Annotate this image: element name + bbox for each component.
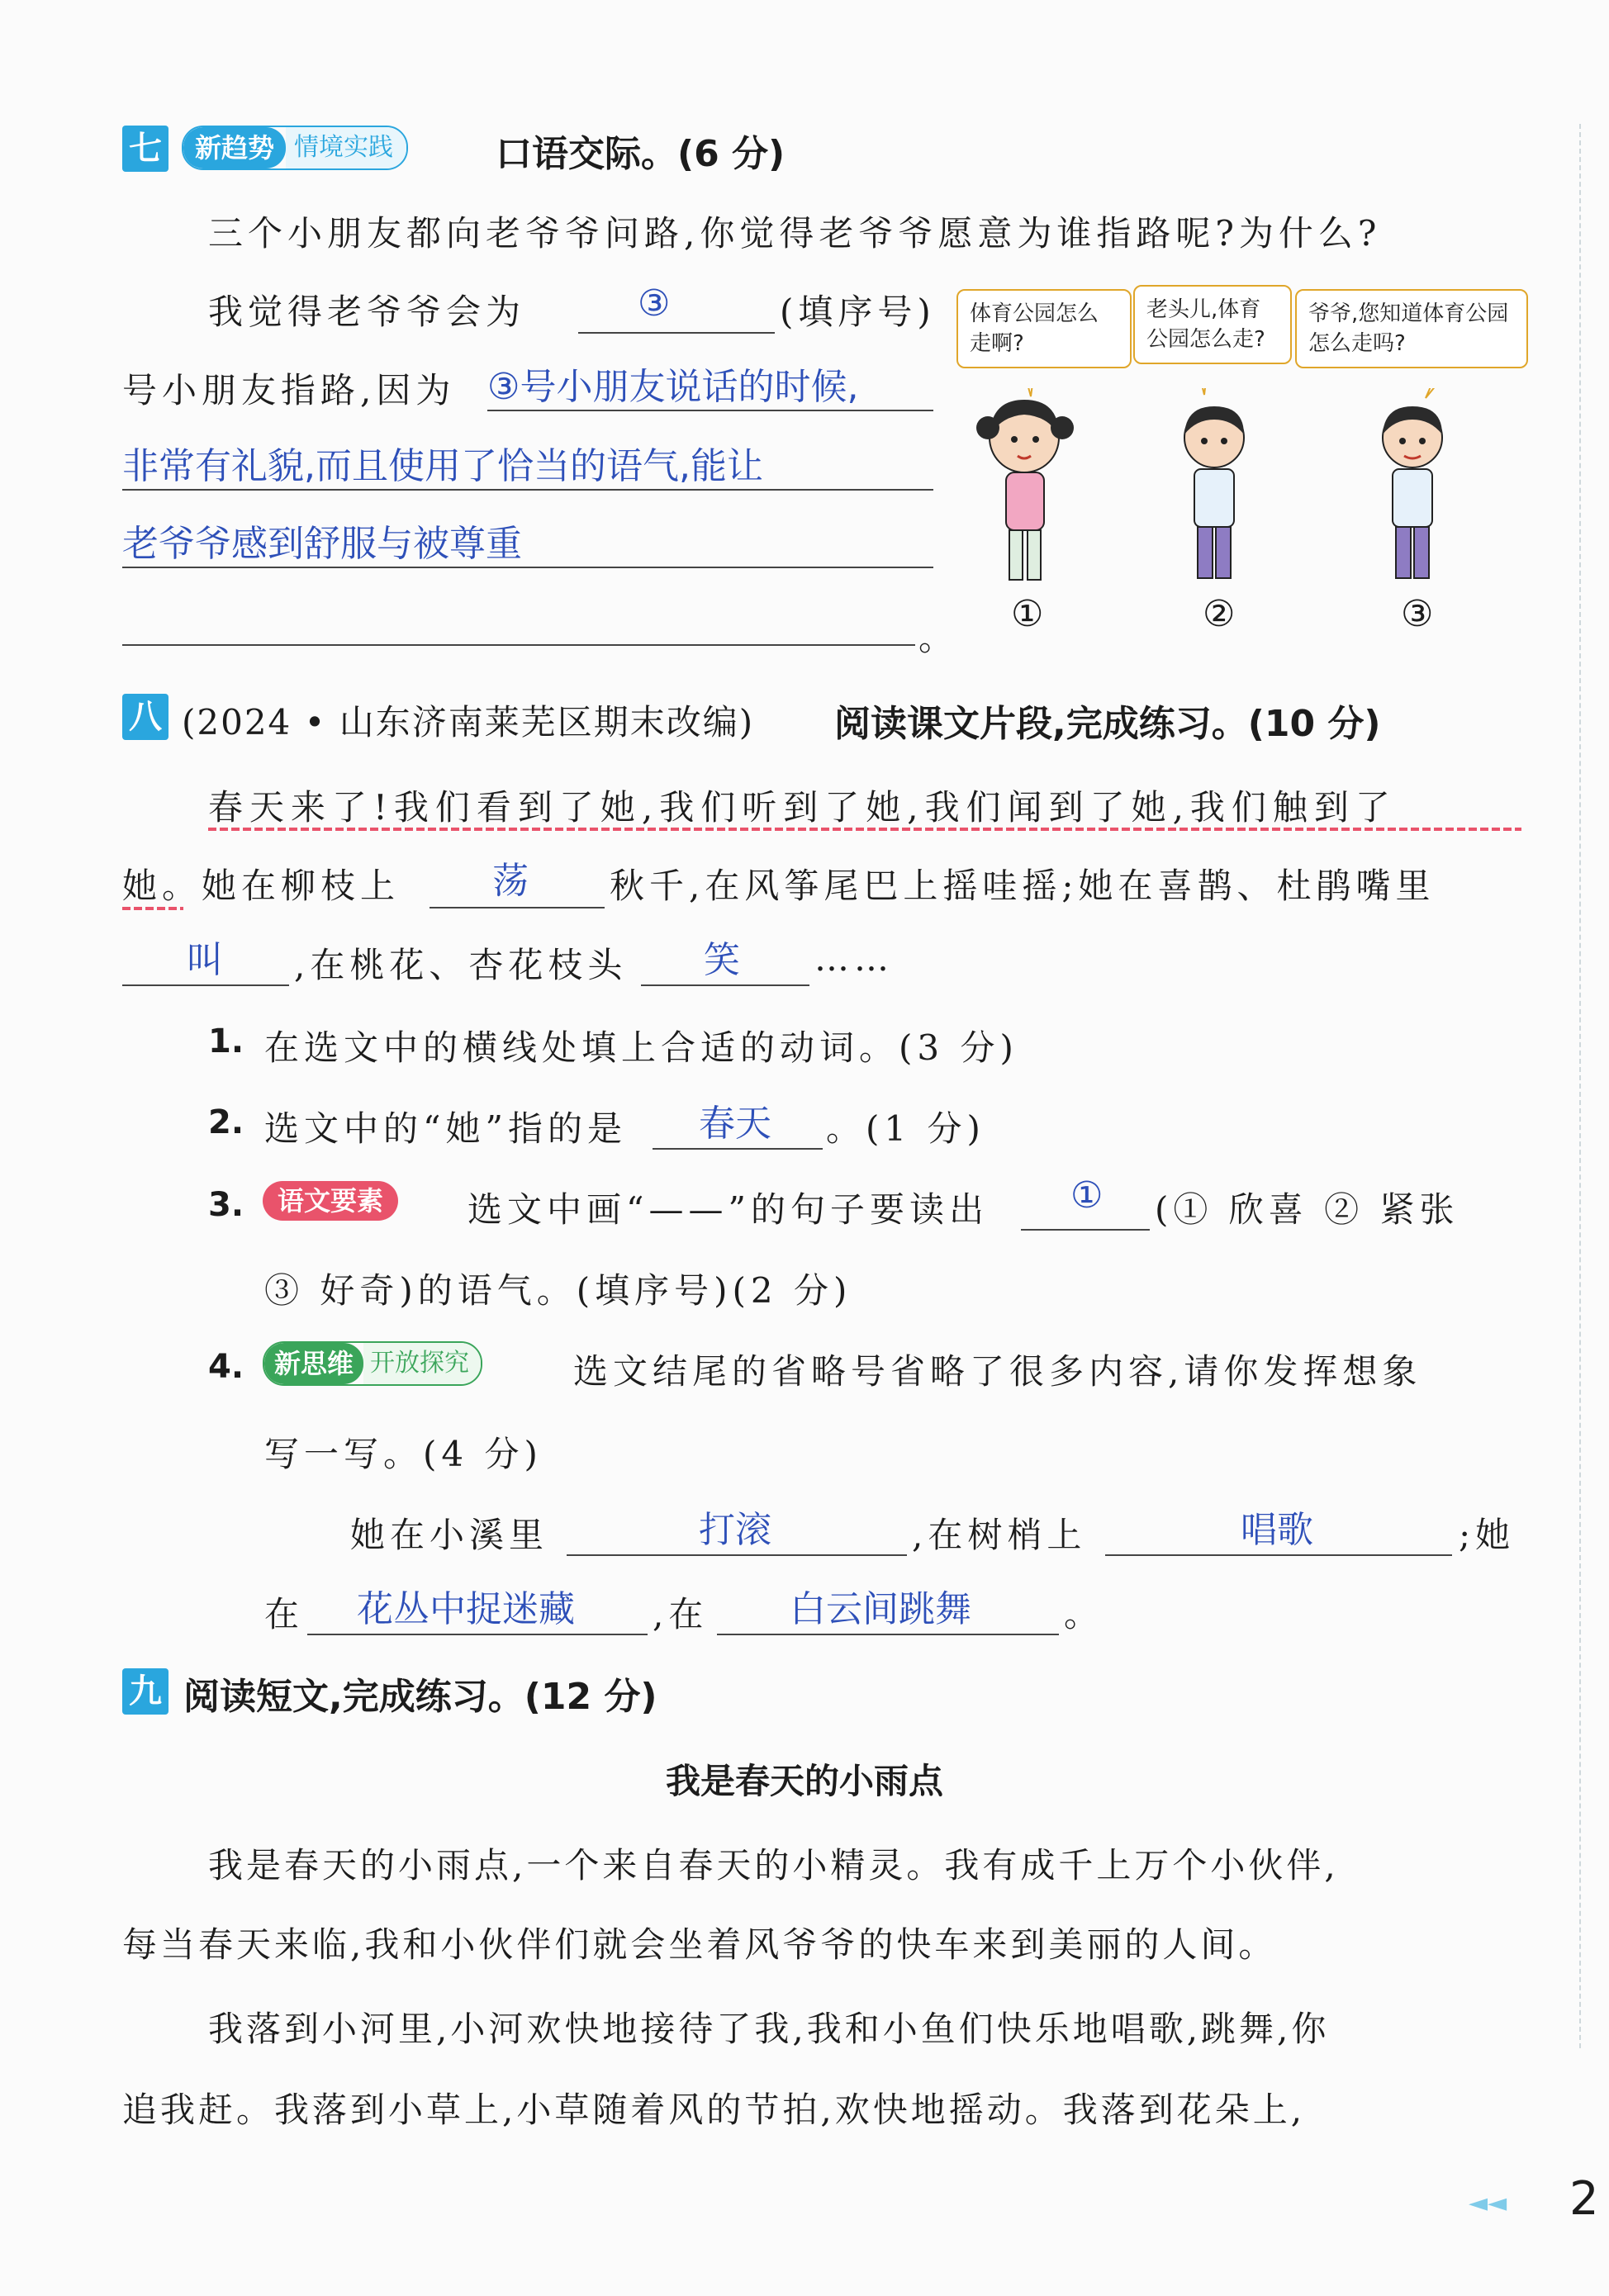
section-9-title: 阅读短文,完成练习。(12 分): [183, 1676, 657, 1718]
s8-q4-blank-1: [567, 1554, 907, 1556]
s8-q4-frag-f: 。: [1064, 1594, 1104, 1634]
s8-blank-2: [122, 984, 289, 986]
s8-q4-line-2: 写一写。(4 分): [264, 1434, 543, 1474]
s8-answer-3: 笑: [704, 939, 740, 981]
boy-figure-3: [1383, 406, 1442, 578]
s8-underline-wave-2: [122, 907, 183, 910]
s8-answer-2: 叫: [187, 939, 223, 981]
speech-bubble-2: 老头儿,体育公园怎么走?: [1133, 285, 1292, 364]
s7-line1-prefix: 我觉得老爷爷会为: [208, 292, 526, 332]
essay-p2-line-1: 我落到小河里,小河欢快地接待了我,我和小鱼们快乐地唱歌,跳舞,你: [208, 2009, 1330, 2049]
s8-q4-blank-4: [717, 1634, 1059, 1635]
boy-figure-2: [1184, 406, 1244, 578]
s8-q2-number: 2.: [208, 1103, 244, 1141]
s8-blank-1: [430, 907, 605, 908]
s7-choice-answer: ③: [638, 282, 671, 325]
language-element-tag: 语文要素: [263, 1181, 398, 1221]
s8-q1-number: 1.: [208, 1022, 244, 1060]
s7-line1-suffix: (填序号): [780, 292, 936, 332]
s8-q4-frag-e: ,在: [653, 1594, 709, 1634]
section-7-title: 口语交际。(6 分): [496, 133, 786, 175]
s7-end-mark: 。: [918, 618, 959, 658]
section-7-number: 七: [122, 126, 168, 172]
s8-q3-options: (① 欣喜 ② 紧张: [1155, 1189, 1459, 1230]
new-thinking-tag: [263, 1341, 482, 1386]
new-thinking-tag-main: 新思维: [264, 1343, 363, 1384]
essay-p2-line-2: 追我赶。我落到小草上,小草随着风的节拍,欢快地摇动。我落到花朵上,: [122, 2090, 1306, 2130]
s8-q4-answer-3: 花丛中捉迷藏: [357, 1588, 575, 1630]
child-label-2: ②: [1203, 593, 1236, 635]
trend-tag: [182, 126, 408, 170]
s8-passage-line-2b: 秋千,在风筝尾巴上摇哇摇;她在喜鹊、杜鹃嘴里: [610, 866, 1436, 906]
s8-q2-blank: [653, 1148, 823, 1150]
page-number: 2: [1569, 2172, 1599, 2226]
s8-q4-frag-a: 她在小溪里: [350, 1515, 549, 1555]
s8-q3-answer: ①: [1070, 1174, 1104, 1217]
s7-reason-line-3: 老爷爷感到舒服与被尊重: [122, 523, 522, 565]
s8-q4-number: 4.: [208, 1348, 244, 1386]
s8-q3-blank: [1021, 1229, 1150, 1231]
s8-q2-prefix: 选文中的“她”指的是: [264, 1108, 627, 1149]
s8-q4-frag-b: ,在树梢上: [912, 1515, 1087, 1555]
s8-q2-suffix: 。(1 分): [826, 1108, 985, 1149]
s8-q3-number: 3.: [208, 1186, 244, 1224]
s8-blank-3: [641, 984, 809, 986]
s7-reason-line-1: ③号小朋友说话的时候,: [487, 366, 859, 408]
essay-title: 我是春天的小雨点: [665, 1761, 943, 1801]
s7-reason-blank-1: [487, 410, 933, 411]
s7-reason-blank-2: [122, 489, 933, 491]
essay-p1-line-1: 我是春天的小雨点,一个来自春天的小精灵。我有成千上万个小伙伴,: [208, 1845, 1339, 1886]
speech-bubble-1: 体育公园怎么走啊?: [956, 289, 1132, 368]
s8-q4-answer-4: 白云间跳舞: [790, 1588, 971, 1630]
child-label-3: ③: [1401, 593, 1434, 635]
s8-q3-prefix: 选文中画“——”的句子要读出: [468, 1189, 989, 1230]
s7-choice-blank: [578, 332, 775, 334]
s8-underline-wave-1: [208, 828, 1521, 831]
essay-p1-line-2: 每当春天来临,我和小伙伴们就会坐着风爷爷的快车来到美丽的人间。: [122, 1924, 1277, 1965]
s7-reason-line-2: 非常有礼貌,而且使用了恰当的语气,能让: [122, 445, 763, 487]
s8-passage-line-3b: ……: [814, 938, 894, 979]
s8-passage-line-3a: ,在桃花、杏花枝头: [294, 945, 628, 985]
page-arrows-icon: ◄◄: [1469, 2189, 1507, 2218]
s8-q4-frag-c: ;她: [1459, 1515, 1516, 1555]
section-9-number: 九: [122, 1668, 168, 1715]
s8-answer-1: 荡: [492, 860, 529, 902]
new-thinking-tag-sub: 开放探究: [363, 1343, 481, 1384]
speech-bubble-3: 爷爷,您知道体育公园怎么走吗?: [1295, 289, 1528, 368]
girl-figure: [976, 400, 1074, 580]
s8-q4-frag-d: 在: [264, 1594, 305, 1634]
s7-reason-blank-3: [122, 567, 933, 568]
s7-line2-prefix: 号小朋友指路,因为: [122, 370, 456, 410]
s8-q2-answer: 春天: [699, 1103, 771, 1145]
trend-tag-sub: 情境实践: [286, 127, 406, 168]
s8-q4-answer-2: 唱歌: [1241, 1509, 1313, 1551]
s8-q4-blank-2: [1105, 1554, 1452, 1556]
s8-q1-text: 在选文中的横线处填上合适的动词。(3 分): [264, 1027, 1018, 1068]
section-8-title: 阅读课文片段,完成练习。(10 分): [834, 703, 1381, 745]
s8-passage-line-1: 春天来了!我们看到了她,我们听到了她,我们闻到了她,我们触到了: [208, 787, 1397, 828]
s7-reason-blank-4: [122, 644, 915, 646]
trend-tag-main: 新趋势: [183, 127, 286, 168]
s8-q4-text: 选文结尾的省略号省略了很多内容,请你发挥想象: [573, 1351, 1422, 1392]
section-8-source: (2024 • 山东济南莱芜区期末改编): [182, 702, 755, 742]
s8-q4-answer-1: 打滚: [699, 1509, 771, 1551]
section-8-number: 八: [122, 694, 168, 740]
section-7-question: 三个小朋友都向老爷爷问路,你觉得老爷爷愿意为谁指路呢?为什么?: [208, 213, 1382, 254]
s8-q3-line-2: ③ 好奇)的语气。(填序号)(2 分): [264, 1270, 852, 1311]
s8-q4-blank-3: [307, 1634, 648, 1635]
children-illustration: [958, 388, 1536, 595]
child-label-1: ①: [1011, 593, 1044, 635]
s8-passage-line-2a: 她。她在柳枝上: [122, 866, 401, 906]
